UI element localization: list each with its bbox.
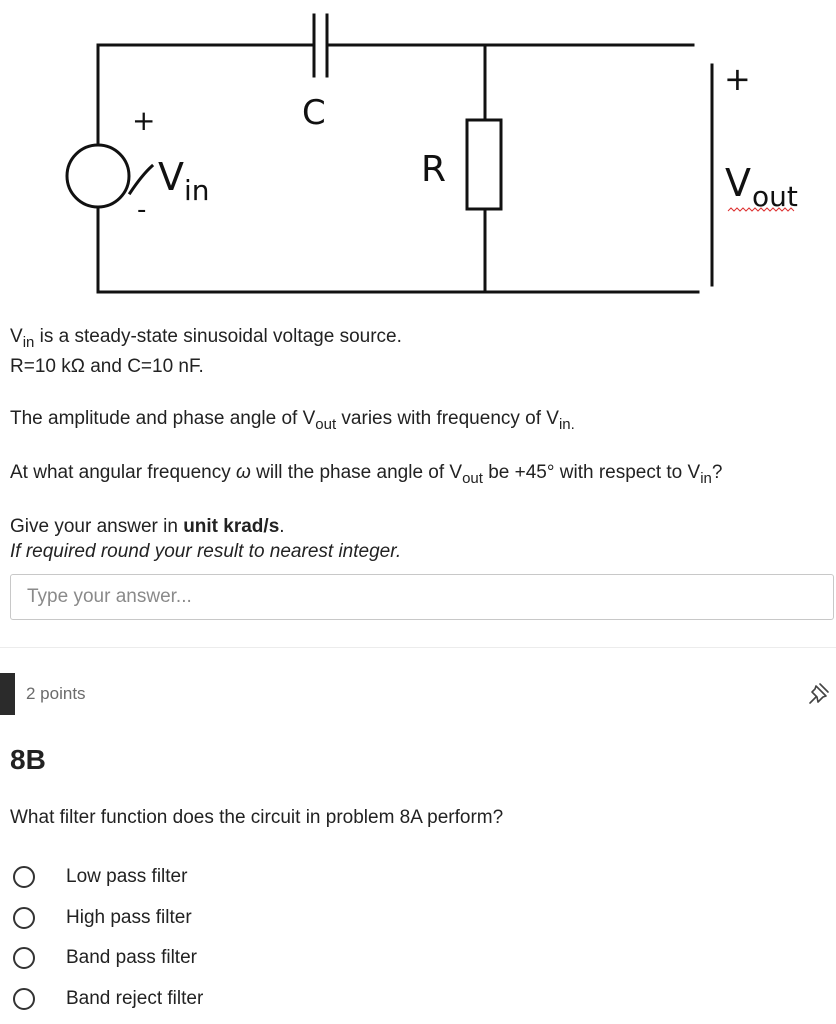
pin-icon[interactable] [806,680,832,706]
component-values: R=10 kΩ and C=10 nF. [10,356,204,377]
option-label: Band pass filter [66,947,197,968]
question-title: 8B [10,744,46,775]
option-band-pass[interactable] [10,943,310,973]
radio-button[interactable] [13,947,35,969]
option-low-pass[interactable] [10,862,310,892]
option-high-pass[interactable] [10,903,310,933]
option-label: Band reject filter [66,988,204,1009]
vout-plus-sign: + [724,60,751,98]
option-label: High pass filter [66,907,192,928]
question-divider [0,647,836,648]
circuit-diagram [0,0,836,310]
question-8a-prompt: At what angular frequency ω will the phase angle of $V_{out}$ be +45° with respect to $V_{in}$? [10,462,723,487]
amplitude-statement: The amplitude and phase angle of $V_{out}$ varies with frequency of $V_{in.}$ [10,408,575,433]
radio-button[interactable] [13,866,35,888]
resistor-label: R [421,149,447,190]
answer-input[interactable] [10,574,834,620]
source-plus-sign: + [132,104,156,137]
option-band-reject[interactable] [10,984,310,1014]
resistor-body [467,120,501,209]
rounding-instruction: If required round your result to nearest integer. [10,541,402,562]
question-8b-prompt: What filter function does the circuit in problem 8A perform? [10,807,504,828]
unit-instruction: Give your answer in unit krad/s. [10,516,285,537]
vout-label: Vout [725,161,798,213]
voltage-source-circle [67,145,129,207]
source-minus-sign: - [137,195,147,225]
points-indicator-bar [0,673,15,715]
radio-button[interactable] [13,907,35,929]
option-label: Low pass filter [66,866,188,887]
capacitor-label: C [302,93,326,133]
source-description: $V_{in}$ is a steady-state sinusoidal voltage source. [10,326,402,351]
voltage-source-wave [130,166,152,193]
vin-label: $V_{in}$ [158,155,210,207]
points-label: 2 points [26,684,86,703]
radio-button[interactable] [13,988,35,1010]
